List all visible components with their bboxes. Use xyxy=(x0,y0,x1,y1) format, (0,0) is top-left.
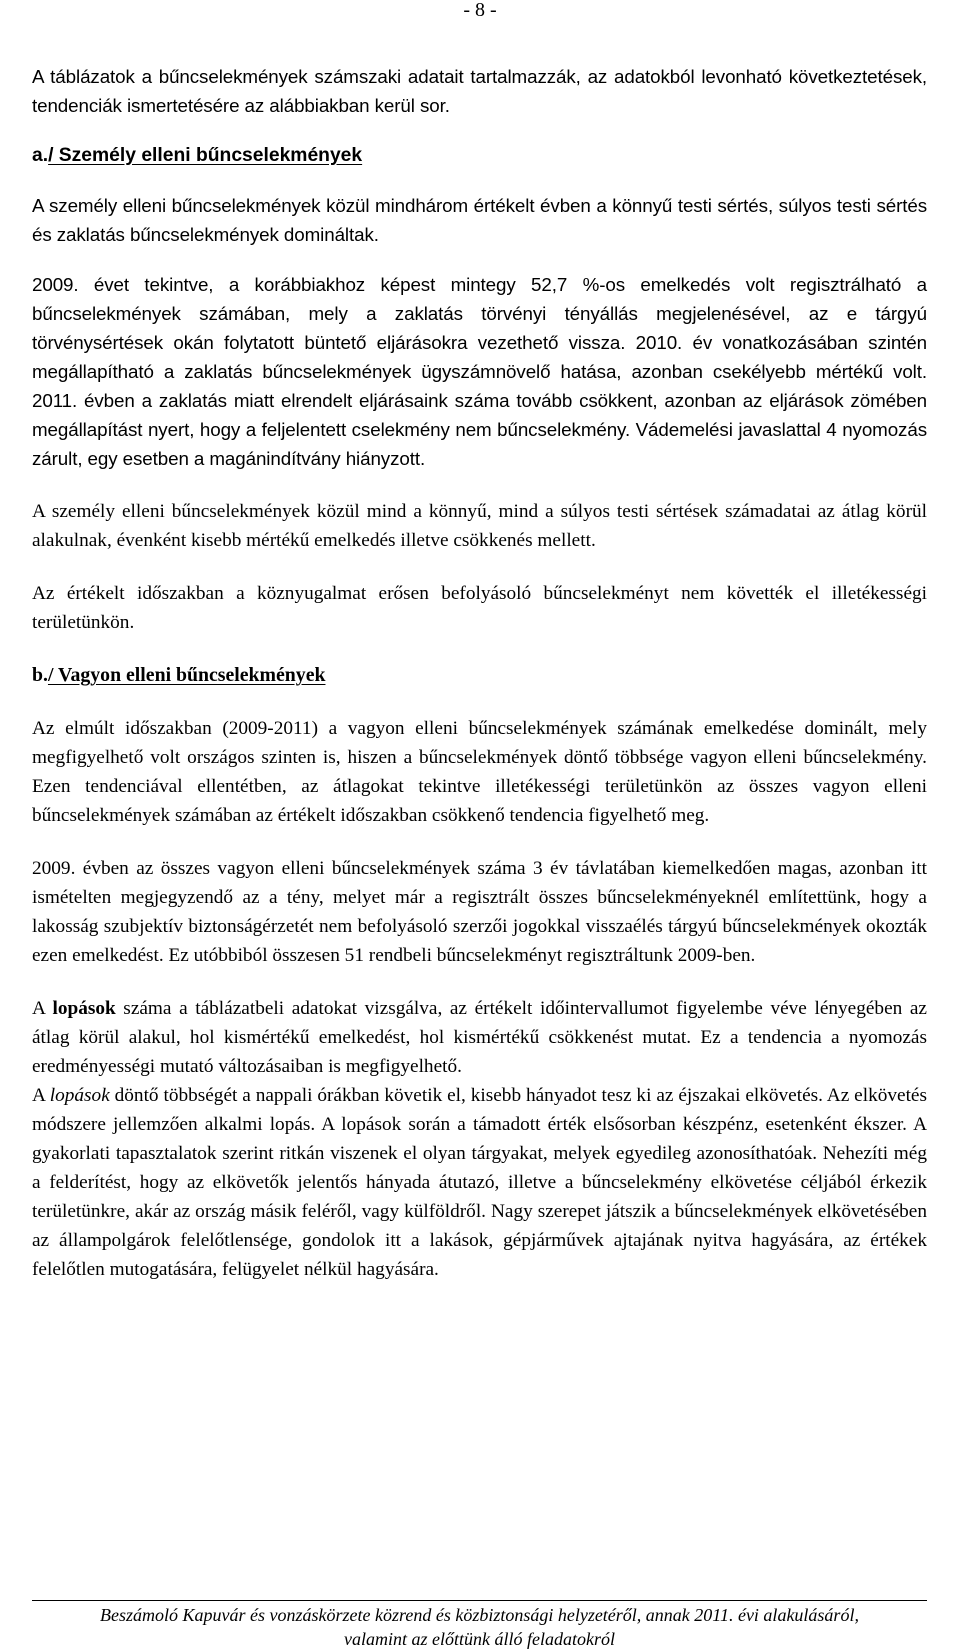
section-a-paragraph-3: A személy elleni bűncselekmények közül mind a könnyű, mind a súlyos testi sértések számadatai az átlag körül alakulnak, évenként kisebb mértékű emelkedés illetve csökkenés mellett. xyxy=(32,501,927,551)
section-a-paragraph-1: A személy elleni bűncselekmények közül mindhárom értékelt évben a könnyű testi sértés, súlyos testi sértés és zaklatás bűncselekmények domináltak. xyxy=(32,195,927,245)
section-b-paragraph-3 xyxy=(32,994,927,1081)
section-b-heading-prefix: b. xyxy=(32,664,48,686)
section-a-heading-prefix: a. xyxy=(32,145,49,166)
lopasok-bold: lopások xyxy=(52,998,116,1019)
section-b-paragraph-2: 2009. évben az összes vagyon elleni bűncselekmények száma 3 év távlatában kiemelkedően magas, azonban itt ismételten megjegyzendő az a tény, melyet már a regisztrált összes bűncselekményeknél említettünk, hogy a lakosság szubjektív biztonságérzetét nem befolyásoló szerzői jogokkal visszaélés tárgyú bűncselekmények okozták ezen emelkedést. Ez utóbbiból összesen 51 rendbeli bűncselekményt regisztráltunk 2009-ben. xyxy=(32,858,927,966)
section-a-paragraph-2: 2009. évet tekintve, a korábbiakhoz képest mintegy 52,7 %-os emelkedés volt regisztrálható a bűncselekmények számában, mely a zaklatás törvényi tényállás megjelenésével, az e tárgyú törvénysértések okán folytatott büntető eljárásokra vezethető vissza. 2010. év vonatkozásában szintén megállapítható a zaklatás bűncselekmények ügyszámnövelő hatása, azonban csekélyebb mértékű volt. 2011. évben a zaklatás miatt elrendelt eljárásaink száma tovább csökkent, azonban az eljárások zömében megállapítást nyert, hogy a feljelentett cselekmény nem bűncselekmény. Vádemelési javaslattal 4 nyomozás zárult, egy esetben a magánindítvány hiányzott. xyxy=(32,274,927,469)
lopasok-italic: lopások xyxy=(49,1085,110,1106)
section-a-heading-title: / Személy elleni bűncselekmények xyxy=(48,145,363,166)
section-b-paragraph-4-pre: A xyxy=(32,1085,50,1106)
footer-line-2: valamint az előttünk álló feladatokról xyxy=(344,1629,615,1649)
document-body xyxy=(32,62,927,1284)
page-footer xyxy=(32,1600,927,1651)
section-a-paragraph-4: Az értékelt időszakban a köznyugalmat erősen befolyásoló bűncselekményt nem követték el illetékességi területünkön. xyxy=(32,583,927,633)
section-b-paragraph-4-post: döntő többségét a nappali órákban követik el, kisebb hányadot tesz ki az éjszakai elkövetés. Az elkövetés módszere jellemzően alkalmi lopás. A lopások során a támadott érték elsősorban készpénz, esetenként ékszer. A gyakorlati tapasztalatok szerint ritkán viszenek el olyan tárgyakat, melyek egyedileg azonosíthatóak. Nehezíti még a felderítést, hogy az elkövetők jelentős hányada átutazó, illetve a bűncselekmény elkövetése céljából érkezik területünkre, akár az ország másik feléről, vagy külföldről. Nagy szerepet játszik a bűncselekmények elkövetésében az állampolgárok felelőtlensége, gondolok itt a lakások, gépjárművek ajtajának nyitva hagyására, az értékek felelőtlen mutogatására, felügyelet nélkül hagyására. xyxy=(32,1085,927,1280)
section-b-paragraph-1: Az elmúlt időszakban (2009-2011) a vagyon elleni bűncselekmények számának emelkedése dominált, mely megfigyelhető volt országos szinten is, hiszen a bűncselekmények döntő többsége vagyon elleni bűncselekmény. Ezen tendenciával ellentétben, az átlagokat tekintve illetékességi területünkön az összes vagyon elleni bűncselekmények számában az értékelt időszakban csökkenő tendencia figyelhető meg. xyxy=(32,718,927,826)
section-a-heading xyxy=(32,141,927,170)
section-b-paragraph-3-post: száma a táblázatbeli adatokat vizsgálva, az értékelt időintervallumot figyelembe véve lényegében az átlag körül alakul, hol kismértékű emelkedést, hol kismértékű csökkenést mutat. Ez a tendencia a nyomozás eredményességi mutató változásaiban is megfigyelhető. xyxy=(32,998,927,1077)
page-number: - 8 - xyxy=(463,0,497,21)
section-b-paragraph-4 xyxy=(32,1081,927,1284)
footer-line-1: Beszámoló Kapuvár és vonzáskörzete közrend és közbiztonsági helyzetéről, annak 2011. évi alakulásáról, xyxy=(100,1605,859,1625)
section-b-paragraph-3-pre: A xyxy=(32,998,53,1019)
intro-paragraph: A táblázatok a bűncselekmények számszaki adatait tartalmazzák, az adatokból levonható következtetések, tendenciák ismertetésére az alábbiakban kerül sor. xyxy=(32,66,927,116)
section-b-heading xyxy=(32,661,927,690)
section-b-heading-title: / Vagyon elleni bűncselekmények xyxy=(47,664,326,686)
